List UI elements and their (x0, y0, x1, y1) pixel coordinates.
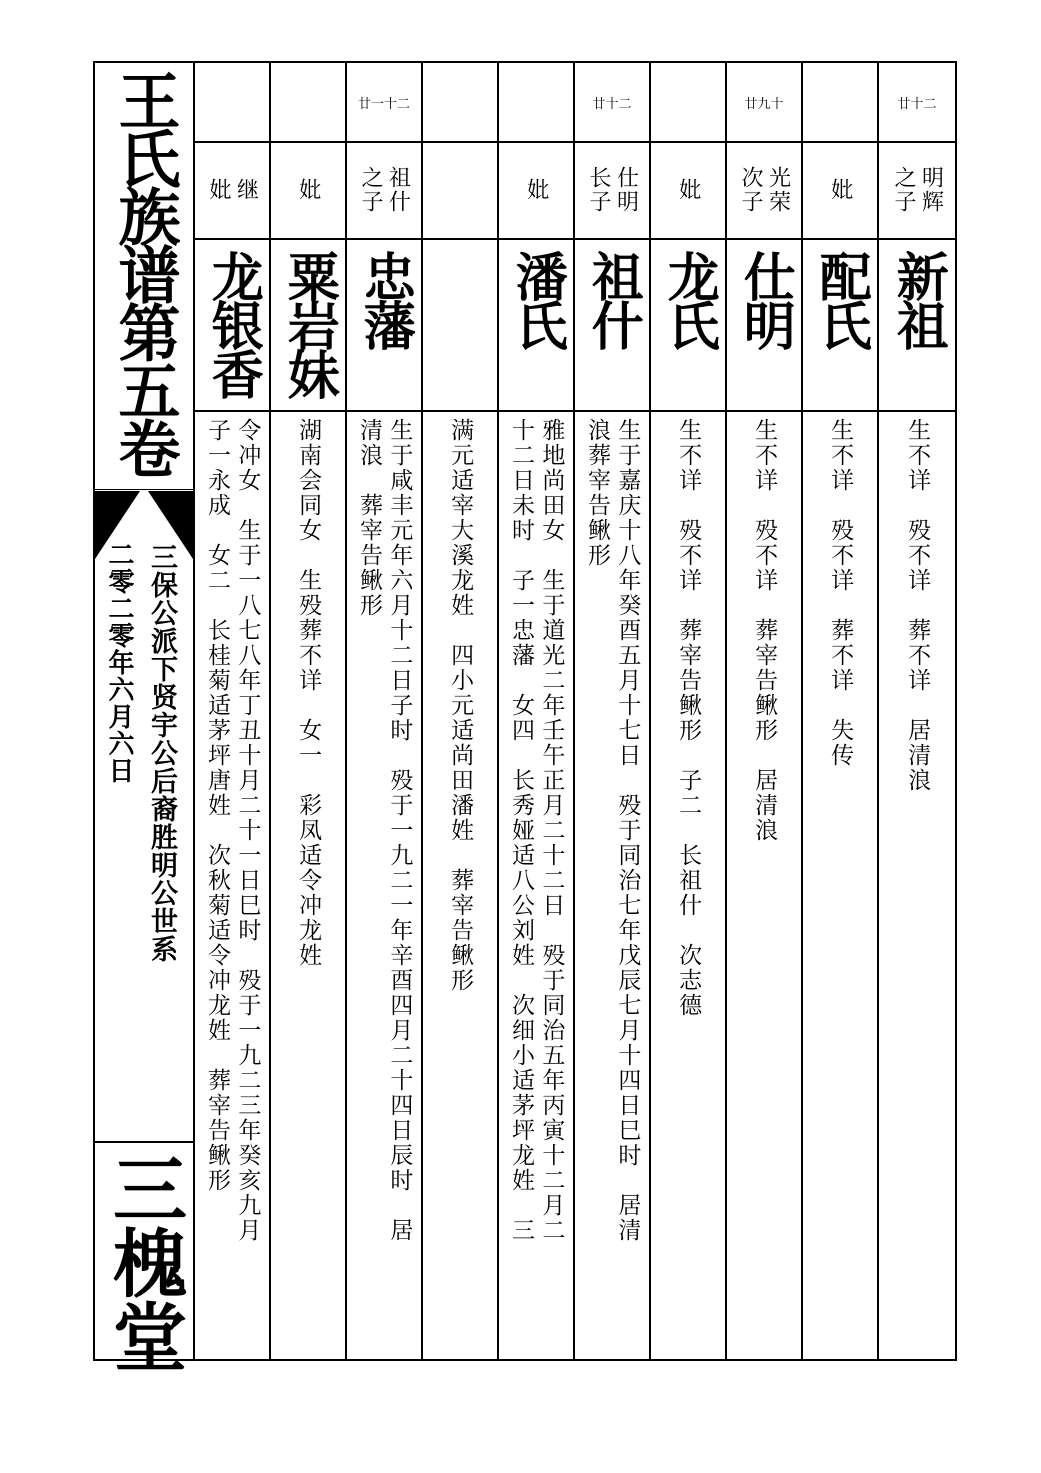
person-name: 配氏 (810, 250, 872, 348)
genealogy-column (575, 63, 651, 1359)
biography-text: 生不详 殁不详 葬不详 失传 (827, 418, 854, 768)
person-name: 祖什 (582, 250, 644, 348)
genealogy-column (423, 63, 499, 1359)
branch-lineage: 三保公派下贤宇公后裔胜明公世系 (146, 543, 177, 963)
biography-text: 生不详 殁不详 葬宰告鳅形 居清浪 (751, 418, 778, 843)
generation-label (499, 63, 573, 141)
relation-label: 祖什 之子 (358, 165, 411, 214)
generation-label: 廿一十二 (357, 96, 410, 112)
biography-text: 生于嘉庆十八年癸酉五月十七日 殁于同治七年戊辰七月十四日巳时 居清 浪葬宰告鳅形 (584, 418, 641, 1243)
biography-text: 生不详 殁不详 葬不详 居清浪 (904, 418, 931, 793)
person-name: 龙氏 (658, 250, 720, 348)
genealogy-column (195, 63, 271, 1359)
hall-name (95, 1151, 193, 1373)
person-name: 新祖 (887, 250, 949, 348)
person-name: 仕明 (734, 250, 796, 348)
genealogy-column (803, 63, 879, 1359)
sidebar (95, 63, 195, 1373)
person-name: 潘氏 (506, 250, 568, 348)
generation-label (195, 63, 269, 141)
relation-label: 妣 (523, 177, 549, 202)
hall-name-text: 三槐堂 (101, 1151, 187, 1373)
generation-label (803, 63, 877, 141)
person-name: 粟岩妹 (278, 250, 340, 397)
relation-label: 妣 (675, 177, 701, 202)
generation-label: 廿十二 (897, 96, 937, 112)
generation-label: 廿九十 (744, 96, 784, 112)
biography-text: 令冲女 生于一八七八年丁丑十月二十一日巳时 殁于一九二三年癸亥九月 子一永成 女二 长桂菊适茅坪唐姓 次秋菊适令冲龙姓 葬宰告鳅形 (204, 418, 261, 1243)
genealogy-column (879, 63, 955, 1359)
relation-label: 妣 (827, 177, 853, 202)
book-title (95, 63, 193, 489)
biography-text: 满元适宰大溪龙姓 四小元适尚田潘姓 葬宰告鳅形 (447, 418, 474, 993)
relation-label: 继 妣 (206, 177, 259, 202)
genealogy-column (651, 63, 727, 1359)
genealogy-column (271, 63, 347, 1359)
biography-text: 生不详 殁不详 葬宰告鳅形 子二 长祖什 次志德 (675, 418, 702, 1018)
generation-label (423, 63, 497, 141)
divider (95, 1141, 193, 1143)
relation-label: 光荣 次子 (738, 165, 791, 214)
genealogy-page-frame (93, 61, 957, 1373)
biography-text: 湖南会同女 生殁葬不详 女一 彩凤适令冲龙姓 (295, 418, 322, 968)
person-name: 忠藩 (354, 250, 416, 348)
generation-label (651, 63, 725, 141)
relation-label: 妣 (295, 177, 321, 202)
generation-label: 廿十二 (592, 96, 632, 112)
relation-label (423, 141, 497, 238)
compile-date: 二零二零年六月六日 (104, 541, 134, 784)
sidebar-body (95, 533, 193, 1143)
genealogy-column (499, 63, 575, 1359)
book-title-text: 王氏族谱第五卷 (108, 69, 181, 475)
relation-label: 仕明 长子 (586, 165, 639, 214)
person-name: 龙银香 (202, 250, 264, 397)
person-name (423, 238, 497, 410)
relation-label: 明辉 之子 (891, 165, 944, 214)
generation-label (271, 63, 345, 141)
biography-text: 雅地尚田女 生于道光二年壬午正月二十二日 殁于同治五年丙寅十二月二 十二日未时 子一忠藩 女四 长秀娅适八公刘姓 次细小适茅坪龙姓 三 (508, 418, 565, 1243)
genealogy-column (347, 63, 423, 1359)
biography-text: 生于咸丰元年六月十二日子时 殁于一九二一年辛酉四月二十四日辰时 居 清浪 葬宰告鳅形 (356, 418, 413, 1243)
genealogy-column (727, 63, 803, 1359)
